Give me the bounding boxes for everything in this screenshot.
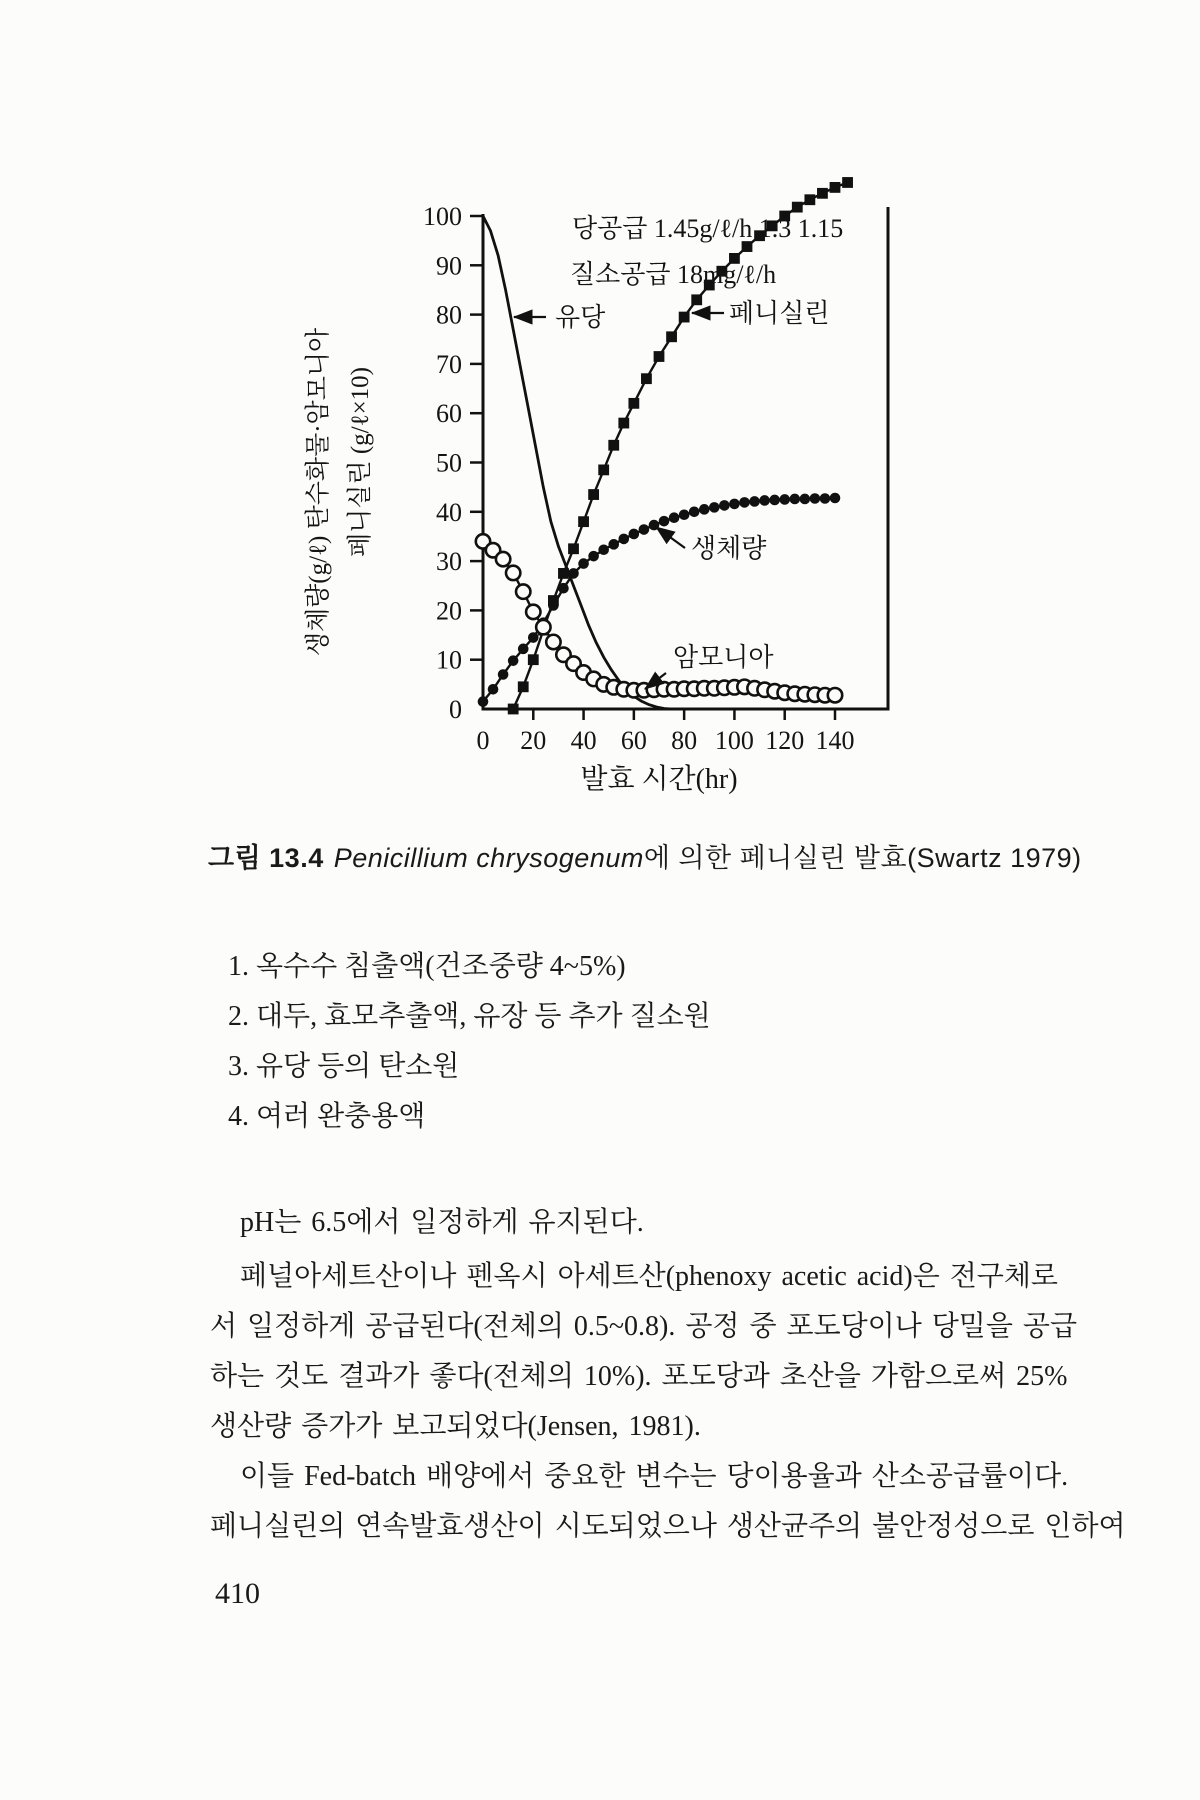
species-name: Penicillium chrysogenum — [333, 843, 644, 873]
series-label-penicillin: 페니실린 — [729, 299, 830, 328]
x-axis-title: 발효 시간(hr) — [580, 764, 738, 795]
medium-components-list — [228, 942, 711, 1142]
x-tick-label: 40 — [570, 726, 597, 755]
open-circle-marker — [496, 552, 510, 566]
series-penicillin — [508, 177, 853, 714]
y-tick-label: 0 — [449, 695, 462, 724]
dot-marker — [699, 504, 710, 515]
dot-marker — [769, 495, 780, 506]
dot-marker — [558, 583, 569, 594]
square-marker — [618, 418, 629, 429]
y-tick-label: 30 — [436, 547, 462, 577]
dot-marker — [810, 493, 821, 504]
dot-marker — [729, 499, 740, 510]
square-marker — [830, 182, 841, 193]
dot-marker — [739, 497, 750, 508]
dot-marker — [779, 494, 790, 505]
y-tick-label: 60 — [436, 399, 462, 429]
body-line: 생산량 증가가 보고되었다(Jensen, 1981). — [210, 1411, 701, 1442]
dot-marker — [598, 544, 609, 555]
square-marker — [792, 202, 803, 213]
x-tick-label: 120 — [765, 726, 805, 755]
square-marker — [518, 681, 529, 692]
dot-marker — [759, 495, 770, 506]
dot-marker — [578, 558, 589, 569]
caption-text: 에 의한 페니실린 발효(Swartz 1979) — [643, 843, 1082, 873]
list-item: 3. 유당 등의 탄소원 — [228, 1051, 460, 1082]
dot-marker — [669, 512, 680, 523]
dot-marker — [659, 516, 670, 527]
series-label-lactose: 유당 — [555, 303, 606, 332]
open-circle-marker — [506, 566, 520, 580]
dot-marker — [619, 534, 630, 545]
square-marker — [641, 373, 652, 384]
dot-marker — [548, 600, 559, 611]
open-circle-marker — [516, 584, 530, 598]
dot-marker — [568, 568, 579, 579]
x-tick-label: 20 — [520, 726, 547, 755]
x-tick-label: 0 — [476, 726, 490, 755]
square-marker — [666, 331, 677, 342]
figure-number: 그림 13.4 — [208, 843, 324, 873]
body-line: 페니실린의 연속발효생산이 시도되었으나 생산균주의 불안정성으로 인하여 — [210, 1511, 1126, 1542]
series-label-ammonia: 암모니아 — [673, 643, 774, 672]
x-tick-label: 140 — [815, 726, 855, 755]
y-tick-label: 20 — [436, 596, 462, 626]
series-line — [483, 216, 672, 709]
x-tick-label: 100 — [714, 726, 754, 755]
y-tick-label: 40 — [436, 497, 462, 527]
dot-marker — [830, 493, 841, 504]
dot-marker — [518, 644, 529, 655]
y-axis-title: 생체량(g/ℓ) 탄수화물·암모니아 — [305, 327, 332, 657]
dot-marker — [689, 507, 700, 518]
square-marker — [628, 398, 639, 409]
body-line: 페널아세트산이나 펜옥시 아세트산(phenoxy acetic acid)은 전구체로 — [240, 1261, 1058, 1292]
square-marker — [508, 704, 519, 715]
list-item: 2. 대두, 효모추출액, 유장 등 추가 질소원 — [228, 1001, 711, 1032]
feed-annotation: 당공급 1.45g/ℓ/h 1.3 1.15 — [572, 214, 844, 243]
list-item: 1. 옥수수 침출액(건조중량 4~5%) — [228, 951, 626, 982]
square-marker — [608, 440, 619, 451]
y-tick-label: 80 — [436, 300, 462, 330]
dot-marker — [508, 655, 519, 666]
dot-marker — [800, 494, 811, 505]
series-lactose — [483, 216, 672, 709]
square-marker — [598, 464, 609, 475]
y-tick-label: 90 — [436, 251, 462, 281]
square-marker — [528, 654, 539, 665]
open-circle-marker — [828, 688, 842, 702]
x-tick-label: 60 — [620, 726, 647, 755]
dot-marker — [588, 551, 599, 562]
page-number: 410 — [215, 1577, 260, 1610]
square-marker — [558, 568, 569, 579]
body-line: 이들 Fed-batch 배양에서 중요한 변수는 당이용율과 산소공급률이다. — [240, 1461, 1069, 1492]
open-circle-marker — [526, 605, 540, 619]
square-marker — [842, 177, 853, 188]
dot-marker — [719, 500, 730, 511]
label-arrow — [656, 527, 685, 548]
dot-marker — [820, 493, 831, 504]
figure-caption — [208, 836, 1082, 875]
dot-marker — [629, 529, 640, 540]
y-tick-label: 50 — [436, 448, 462, 478]
series-label-biomass: 생체량 — [691, 534, 767, 563]
dot-marker — [679, 509, 690, 520]
body-line: 서 일정하게 공급된다(전체의 0.5~0.8). 공정 중 포도당이나 당밀을 공급 — [210, 1311, 1077, 1342]
series-biomass — [478, 493, 841, 707]
list-item: 4. 여러 완충용액 — [228, 1101, 426, 1132]
square-marker — [588, 489, 599, 500]
square-marker — [691, 294, 702, 305]
square-marker — [568, 543, 579, 554]
dot-marker — [789, 494, 800, 505]
y-tick-label: 70 — [436, 349, 462, 379]
square-marker — [654, 351, 665, 362]
square-marker — [817, 188, 828, 199]
y-tick-label: 10 — [436, 645, 462, 675]
dot-marker — [749, 496, 760, 507]
dot-marker — [498, 669, 509, 680]
dot-marker — [639, 524, 650, 535]
dot-marker — [478, 696, 489, 707]
dot-marker — [608, 539, 619, 550]
fermentation-chart — [0, 0, 1200, 810]
open-circle-marker — [546, 635, 560, 649]
feed-annotation: 질소공급 18mg/ℓ/h — [570, 260, 777, 289]
y-tick-label: 100 — [423, 202, 462, 231]
dot-marker — [528, 632, 539, 643]
open-circle-marker — [536, 620, 550, 634]
square-marker — [804, 194, 815, 205]
body-line: pH는 6.5에서 일정하게 유지된다. — [240, 1207, 644, 1238]
square-marker — [578, 516, 589, 527]
x-tick-label: 80 — [671, 726, 698, 755]
dot-marker — [488, 684, 499, 695]
y-axis-title: 페니실린 (g/ℓ×10) — [347, 366, 374, 558]
body-line: 하는 것도 결과가 좋다(전체의 10%). 포도당과 초산을 가함으로써 25% — [210, 1361, 1068, 1392]
square-marker — [679, 312, 690, 323]
dot-marker — [709, 502, 720, 513]
